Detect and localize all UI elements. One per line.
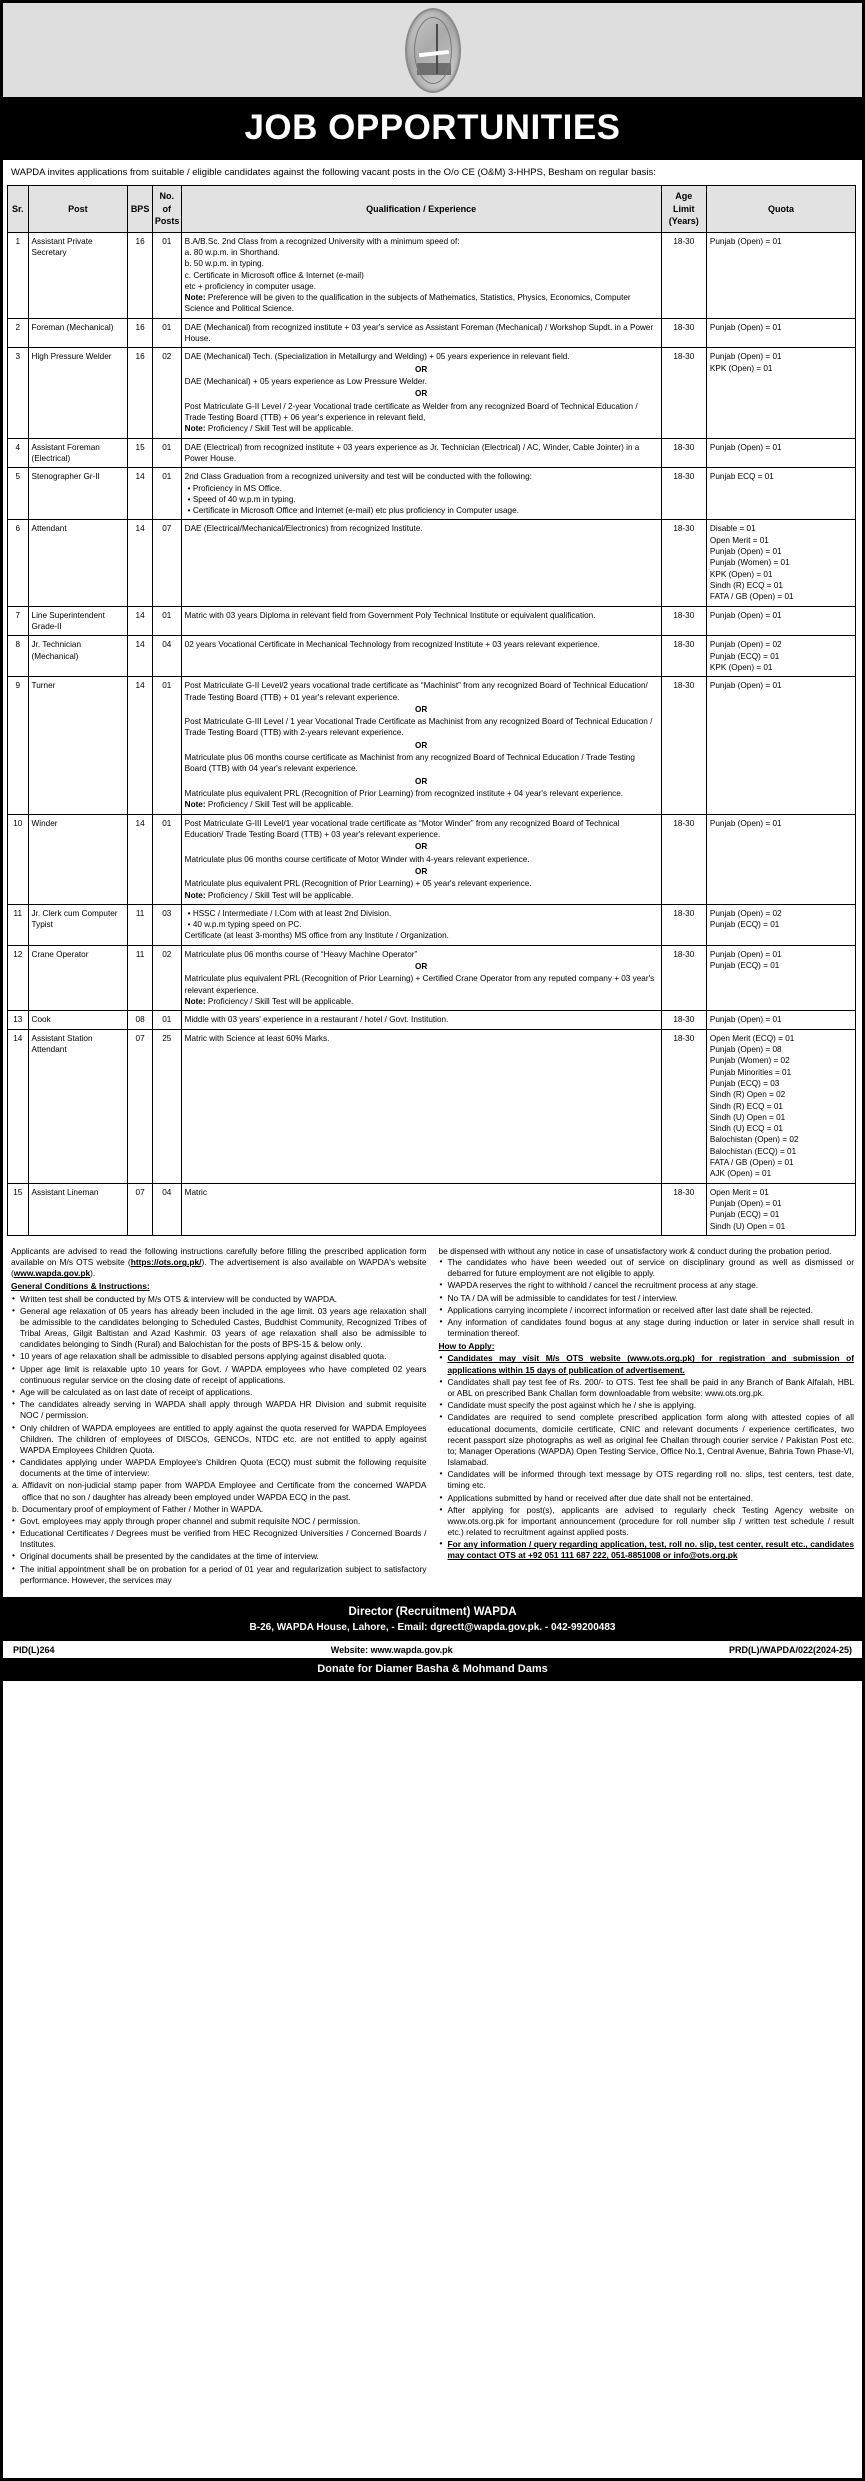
quota-line: Punjab (ECQ) = 01 [709, 961, 780, 971]
condition-item: • Age will be calculated as on last date of receipt of applications. [11, 1387, 427, 1398]
col-qualification: Qualification / Experience [181, 186, 661, 232]
quota-line: Punjab (Open) = 01 [709, 1015, 782, 1025]
cell-no-of-posts: 01 [152, 468, 181, 520]
table-header-row [8, 186, 856, 232]
condition-item: • 10 years of age relaxation shall be admissible to disabled persons applying against disabled quota. [11, 1351, 427, 1362]
qualification-or: OR [415, 740, 428, 750]
qualification-line: Post Matriculate G-III Level/1 year vocational trade certificate as “Motor Winder” from any recognized Board of Technical Education/ Trade Testing Board (TTB) + 03 year's relevant experience. [184, 818, 620, 839]
quota-line: KPK (Open) = 01 [709, 662, 773, 672]
qualification-line: DAE (Mechanical) from recognized institute + 03 year's service as Assistant Foreman (Mechanical) / Workshop Supdt. in a Power House. [184, 322, 654, 344]
cell-age-limit: 18-30 [661, 636, 706, 677]
cell-bps: 14 [128, 677, 153, 814]
qualification-or: OR [415, 389, 428, 399]
cell-no-of-posts: 01 [152, 232, 181, 318]
cell-sr: 9 [8, 677, 29, 814]
cell-qualification [181, 636, 661, 677]
how-to-apply-item: • After applying for post(s), applicants are advised to regularly check Testing Agency website on www.ots.org.pk for important announcement (procedure for roll number slip / written test schedule / result etc.) related to recruitment against applied posts. [439, 1505, 855, 1539]
cell-no-of-posts: 04 [152, 636, 181, 677]
quota-line: Punjab (Open) = 01 [709, 949, 782, 959]
cell-post: Foreman (Mechanical) [28, 318, 128, 348]
cell-post: Attendant [28, 520, 128, 606]
qualification-line: 2nd Class Graduation from a recognized university and test will be conducted with the following: [184, 472, 532, 482]
footer-director-line: Director (Recruitment) WAPDA [348, 1605, 517, 1618]
jobs-table-body [8, 232, 856, 1235]
title-band [3, 100, 862, 160]
cell-age-limit: 18-30 [661, 606, 706, 636]
cell-sr: 10 [8, 814, 29, 904]
quota-line: Sindh (U) ECQ = 01 [709, 1124, 783, 1134]
cell-no-of-posts: 01 [152, 677, 181, 814]
cell-quota [706, 438, 855, 468]
quota-line: Disable = 01 [709, 524, 756, 534]
emblem-tower-shape [432, 24, 442, 74]
quota-line: Balochistan (Open) = 02 [709, 1135, 799, 1145]
qualification-line: Matric with Science at least 60% Marks. [184, 1033, 330, 1043]
table-row [8, 606, 856, 636]
cell-bps: 07 [128, 1029, 153, 1183]
quota-line: FATA / GB (Open) = 01 [709, 592, 794, 602]
qualification-line: Matriculate plus 06 months course certificate of Motor Winder with 4-years relevant experience. [184, 854, 530, 864]
quota-line: Sindh (R) Open = 02 [709, 1090, 786, 1100]
qualification-or: OR [415, 842, 428, 852]
condition-item: • No TA / DA will be admissible to candidates for test / interview. [439, 1293, 855, 1304]
cell-post: Jr. Technician (Mechanical) [28, 636, 128, 677]
table-row [8, 520, 856, 606]
cell-bps: 14 [128, 606, 153, 636]
table-row [8, 1011, 856, 1029]
quota-line: Punjab (Open) = 01 [709, 236, 782, 246]
cell-no-of-posts: 01 [152, 814, 181, 904]
col-no-of-posts-l2: Posts [154, 216, 180, 227]
cell-qualification [181, 1029, 661, 1183]
quota-line: KPK (Open) = 01 [709, 363, 773, 373]
qualification-line: Matric [184, 1187, 207, 1197]
table-row [8, 636, 856, 677]
cell-post: Cook [28, 1011, 128, 1029]
quota-line: Punjab (Women) = 01 [709, 558, 790, 568]
condition-item: • The candidates who have been weeded out of service on disciplinary ground as well as dismissed or debarred for future employment are not eligible to apply. [439, 1257, 855, 1279]
cell-bps: 14 [128, 468, 153, 520]
cell-bps: 11 [128, 904, 153, 945]
quota-line: Punjab (Open) = 01 [709, 442, 782, 452]
qualification-line: c. Certificate in Microsoft office & Internet (e-mail) [184, 270, 364, 280]
quota-line: Sindh (R) ECQ = 01 [709, 1101, 783, 1111]
cell-quota [706, 636, 855, 677]
condition-item: • The initial appointment shall be on probation for a period of 01 year and regularization subject to satisfactory performance. However, the services may [11, 1564, 427, 1586]
cell-post: Line Superintendent Grade-II [28, 606, 128, 636]
quota-line: FATA / GB (Open) = 01 [709, 1158, 794, 1168]
qualification-line: Matriculate plus 06 months course of “Heavy Machine Operator” [184, 949, 418, 959]
cell-no-of-posts: 02 [152, 348, 181, 438]
qualification-or: OR [415, 364, 428, 374]
instructions-left-column [11, 1246, 427, 1587]
qualification-line: Middle with 03 years' experience in a restaurant / hotel / Govt. Institution. [184, 1015, 449, 1025]
cell-age-limit: 18-30 [661, 348, 706, 438]
general-conditions-list-continued [11, 1516, 427, 1586]
quota-line: Punjab (Women) = 02 [709, 1056, 790, 1066]
cell-post: Jr. Clerk cum Computer Typist [28, 904, 128, 945]
qualification-line: b. 50 w.p.m. in typing. [184, 259, 264, 269]
qualification-line: Matriculate plus equivalent PRL (Recognition of Prior Learning) + 05 year's relevant experience. [184, 879, 532, 889]
qualification-line: Matriculate plus equivalent PRL (Recognition of Prior Learning) from recognized institute + 04 year's relevant experience. [184, 789, 624, 798]
instructions-intro-b: ). The advertisement is also available on WAPDA's website ( [11, 1257, 427, 1279]
qualification-note: Note: Proficiency / Skill Test will be applicable. [184, 800, 354, 810]
cell-sr: 2 [8, 318, 29, 348]
instructions-intro-a: Applicants are advised to read the following instructions carefully before filling the prescribed application form available on M/s OTS website ( [11, 1245, 427, 1268]
quota-line: Open Merit = 01 [709, 1187, 769, 1197]
footer-address-line: B-26, WAPDA House, Lahore, - Email: dgrectt@wapda.gov.pk. - 042-99200483 [249, 1621, 616, 1633]
cell-no-of-posts: 01 [152, 318, 181, 348]
intro-text: WAPDA invites applications from suitable / eligible candidates against the following vacant posts in the O/o CE (O&M) 3-HHPS, Besham on regular basis: [11, 167, 656, 178]
cell-post: Winder [28, 814, 128, 904]
cell-sr: 13 [8, 1011, 29, 1029]
page-title: JOB OPPORTUNITIES [244, 108, 621, 147]
cell-quota [706, 1029, 855, 1183]
table-row [8, 677, 856, 814]
table-row [8, 814, 856, 904]
qualification-note: Note: Proficiency / Skill Test will be applicable. [184, 424, 354, 434]
cell-bps: 14 [128, 814, 153, 904]
qualification-line: DAE (Mechanical) + 05 years experience as Low Pressure Welder. [184, 377, 427, 386]
cell-qualification [181, 348, 661, 438]
condition-item: • WAPDA reserves the right to withhold / cancel the recruitment process at any stage. [439, 1280, 855, 1291]
qualification-bullet: • Proficiency in MS Office. [187, 483, 282, 493]
qualification-line: Matriculate plus equivalent PRL (Recognition of Prior Learning) + Certified Crane Operator from any reputed company + 03 year's relevant experience. [184, 974, 655, 995]
cell-quota [706, 904, 855, 945]
instructions-section [3, 1236, 862, 1591]
cell-no-of-posts: 03 [152, 904, 181, 945]
right-conditions-list [439, 1257, 855, 1339]
cell-age-limit: 18-30 [661, 1029, 706, 1183]
qualification-note: Note: Proficiency / Skill Test will be applicable. [184, 890, 354, 900]
quota-line: Open Merit = 01 [709, 535, 769, 545]
cell-sr: 1 [8, 232, 29, 318]
condition-item: • Applications carrying incomplete / incorrect information or received after last date shall be rejected. [439, 1305, 855, 1316]
wapda-website-link[interactable]: www.wapda.gov.pk [13, 1268, 91, 1279]
col-age-l2: (Years) [668, 216, 699, 227]
table-row [8, 348, 856, 438]
cell-quota [706, 1011, 855, 1029]
condition-item: • Any information of candidates found bogus at any stage during induction or later in service shall result in termination thereof. [439, 1317, 855, 1339]
qualification-line: a. 80 w.p.m. in Shorthand. [184, 247, 280, 257]
cell-post: High Pressure Welder [28, 348, 128, 438]
general-conditions-list [11, 1294, 427, 1480]
quota-line: AJK (Open) = 01 [709, 1169, 772, 1179]
table-row [8, 1183, 856, 1235]
qualification-or: OR [415, 704, 428, 714]
quota-line: Open Merit (ECQ) = 01 [709, 1033, 795, 1043]
qualification-line: Certificate (at least 3-months) MS office from any Institute / Organization. [184, 931, 449, 941]
cell-no-of-posts: 02 [152, 945, 181, 1011]
quota-line: KPK (Open) = 01 [709, 569, 773, 579]
quota-line: Punjab (Open) = 01 [709, 818, 782, 828]
col-bps: BPS [128, 186, 153, 232]
quota-line: Punjab (Open) = 01 [709, 547, 782, 557]
cell-sr: 11 [8, 904, 29, 945]
cell-qualification [181, 677, 661, 814]
table-row [8, 438, 856, 468]
qualification-line: Post Matriculate G-III Level / 1 year Vocational Trade Certificate as Machinist from any recognized Board of Technical Education / Trade Testing Board (TTB) with 2-years relevant experience. [184, 717, 653, 738]
condition-item: • Original documents shall be presented by the candidates at the time of interview. [11, 1551, 427, 1562]
jobs-table-head [8, 186, 856, 232]
instructions-right-column [439, 1246, 855, 1587]
cell-qualification [181, 904, 661, 945]
col-sr: Sr. [8, 186, 29, 232]
cell-qualification [181, 318, 661, 348]
quota-line: Punjab (Open) = 01 [709, 681, 782, 691]
cell-bps: 07 [128, 1183, 153, 1235]
condition-item: • Govt. employees may apply through proper channel and submit requisite NOC / permission. [11, 1516, 427, 1527]
cell-sr: 8 [8, 636, 29, 677]
how-to-apply-item: • Candidate must specify the post against which he / she is applying. [439, 1400, 855, 1411]
probation-continuation-text: be dispensed with without any notice in case of unsatisfactory work & conduct during the probation period. [438, 1245, 832, 1256]
cell-age-limit: 18-30 [661, 232, 706, 318]
cell-no-of-posts: 01 [152, 1011, 181, 1029]
footer-website: Website: www.wapda.gov.pk [330, 1645, 453, 1656]
cell-quota [706, 468, 855, 520]
general-conditions-heading: General Conditions & Instructions: [11, 1281, 150, 1292]
cell-age-limit: 18-30 [661, 1183, 706, 1235]
col-age-limit [661, 186, 706, 232]
how-to-apply-item: • For any information / query regarding application, test, roll no. slip, test center, result etc., candidates may contact OTS at +92 051 111 687 222, 051-8851008 or info@ots.org.pk [439, 1539, 855, 1561]
quota-line: Punjab (ECQ) = 01 [709, 1210, 780, 1220]
qualification-line: Post Matriculate G-II Level/2 years vocational trade certificate as “Machinist” from any recognized Board of Technical Education/ Trade Testing Board (TTB) + 01 year's relevant experience. [184, 681, 648, 702]
col-no-of-posts [152, 186, 181, 232]
cell-sr: 4 [8, 438, 29, 468]
ecq-document-item: a. Affidavit on non-judicial stamp paper from WAPDA Employee and Certificate from the concerned WAPDA office that no son / daughter has already been employed under WAPDA ECQ in the past. [11, 1480, 427, 1502]
condition-item: • Candidates applying under WAPDA Employee's Children Quota (ECQ) must submit the following requisite documents at the time of interview: [11, 1457, 427, 1479]
quota-line: Punjab (ECQ) = 03 [709, 1078, 780, 1088]
jobs-table [7, 185, 856, 1236]
cell-quota [706, 232, 855, 318]
cell-no-of-posts: 01 [152, 438, 181, 468]
condition-item: • General age relaxation of 05 years has already been included in the age limit. 03 years age relaxation shall be admissible to the candidates belonging to Scheduled Castes, Buddhist Community, Recognized Tribes of Tribal Areas, Gilgit Baltistan and Azad Kashmir. 03 years of age relaxation shall also be admissible to candidates belonging to Sindh (Rural) and Balochistan for the posts of BPS-15 & below only. [11, 1306, 427, 1351]
quota-line: Sindh (U) Open = 01 [709, 1112, 786, 1122]
table-row [8, 1029, 856, 1183]
quota-line: Punjab (Open) = 01 [709, 610, 782, 620]
cell-qualification [181, 1183, 661, 1235]
cell-post: Assistant Private Secretary [28, 232, 128, 318]
wapda-emblem-icon [405, 8, 461, 93]
cell-post: Assistant Foreman (Electrical) [28, 438, 128, 468]
cell-age-limit: 18-30 [661, 520, 706, 606]
cell-age-limit: 18-30 [661, 904, 706, 945]
qualification-note: Note: Preference will be given to the qualification in the subjects of Mathematics, Statistics, Physics, Economics, Computer Science and Political Science. [184, 293, 631, 314]
cell-qualification [181, 438, 661, 468]
qualification-line: B.A/B.Sc. 2nd Class from a recognized University with a minimum speed of: [184, 236, 460, 246]
footer-donate-banner: Donate for Diamer Basha & Mohmand Dams [3, 1658, 862, 1681]
cell-quota [706, 814, 855, 904]
how-to-apply-heading: How to Apply: [438, 1341, 495, 1352]
qualification-line: Post Matriculate G-II Level / 2-year Vocational trade certificate as Welder from any recognized Board of Technical Education / Trade Testing Board (TTB) + 06 year's experience in relevant field, [184, 401, 638, 422]
cell-bps: 16 [128, 318, 153, 348]
cell-qualification [181, 814, 661, 904]
col-no-of-posts-l1: No. of [159, 191, 175, 214]
cell-sr: 7 [8, 606, 29, 636]
how-to-apply-item: • Candidates may visit M/s OTS website (www.ots.org.pk) for registration and submission of applications within 15 days of publication of advertisement. [439, 1353, 855, 1375]
cell-qualification [181, 606, 661, 636]
cell-post: Turner [28, 677, 128, 814]
col-post: Post [28, 186, 128, 232]
quota-line: Punjab (Open) = 02 [709, 640, 782, 650]
qualification-bullet: • 40 w.p.m typing speed on PC. [187, 920, 302, 930]
cell-sr: 6 [8, 520, 29, 606]
cell-quota [706, 318, 855, 348]
footer-contact-band [3, 1597, 862, 1641]
cell-quota [706, 1183, 855, 1235]
quota-line: Punjab (ECQ) = 01 [709, 651, 780, 661]
qualification-line: DAE (Electrical) from recognized institute + 03 years experience as Jr. Technician (Electrical) / AC, Winder, Cable Jointer) in a Power House. [184, 442, 640, 463]
quota-line: Punjab ECQ = 01 [709, 472, 774, 482]
quota-line: Punjab Minorities = 01 [709, 1067, 792, 1077]
col-quota: Quota [706, 186, 855, 232]
quota-line: Punjab (Open) = 01 [709, 322, 782, 332]
qualification-line: Matriculate plus 06 months course certificate as Machinist from any recognized Board of Technical Education / Trade Testing Board (TTB) with 04 year's relevant experience. [184, 753, 635, 774]
qualification-line: 02 years Vocational Certificate in Mechanical Technology from recognized Institute + 03 years relevant experience. [184, 640, 600, 650]
cell-bps: 16 [128, 232, 153, 318]
table-row [8, 318, 856, 348]
cell-sr: 12 [8, 945, 29, 1011]
logo-band [3, 3, 862, 100]
condition-item: • Upper age limit is relaxable upto 10 years for Govt. / WAPDA employees who have completed 02 years continuous regular service on the closing date of receipt of applications. [11, 1364, 427, 1386]
quota-line: Sindh (R) ECQ = 01 [709, 581, 783, 590]
cell-sr: 3 [8, 348, 29, 438]
cell-age-limit: 18-30 [661, 945, 706, 1011]
instructions-intro-c: ). [90, 1268, 96, 1279]
quota-line: Balochistan (ECQ) = 01 [709, 1146, 797, 1156]
cell-age-limit: 18-30 [661, 1011, 706, 1029]
cell-qualification [181, 945, 661, 1011]
how-to-apply-item: • Applications submitted by hand or received after due date shall not be entertained. [439, 1493, 855, 1504]
cell-quota [706, 677, 855, 814]
cell-no-of-posts: 25 [152, 1029, 181, 1183]
cell-bps: 15 [128, 438, 153, 468]
qualification-or: OR [415, 776, 428, 786]
cell-bps: 08 [128, 1011, 153, 1029]
cell-quota [706, 520, 855, 606]
cell-age-limit: 18-30 [661, 468, 706, 520]
cell-no-of-posts: 01 [152, 606, 181, 636]
cell-no-of-posts: 04 [152, 1183, 181, 1235]
cell-bps: 14 [128, 520, 153, 606]
quota-line: Punjab (Open) = 01 [709, 1199, 782, 1208]
how-to-apply-item: • Candidates shall pay test fee of Rs. 200/- to OTS. Test fee shall be paid in any Branch of Bank Alfalah, HBL or ABL on prescribed Bank Challan form downloadable from website: www.ots.org.pk. [439, 1377, 855, 1399]
emblem-swoosh-shape [418, 46, 449, 59]
ecq-document-item: b. Documentary proof of employment of Father / Mother in WAPDA. [11, 1504, 427, 1515]
emblem-dam-shape [417, 63, 451, 75]
footer-prd: PRD(L)/WAPDA/022(2024-25) [728, 1645, 852, 1656]
cell-age-limit: 18-30 [661, 814, 706, 904]
cell-qualification [181, 468, 661, 520]
qualification-or: OR [415, 962, 428, 972]
cell-sr: 5 [8, 468, 29, 520]
cell-qualification [181, 520, 661, 606]
condition-item: • Only children of WAPDA employees are entitled to apply against the quota reserved for WAPDA Employees Children. The children of employees of DISCOs, GENCOs, NTDC etc. are not entitled to apply against WAPDA Employees Children Quota. [11, 1423, 427, 1457]
cell-age-limit: 18-30 [661, 438, 706, 468]
table-row [8, 904, 856, 945]
cell-age-limit: 18-30 [661, 677, 706, 814]
qualification-line: etc + proficiency in computer usage. [184, 281, 316, 291]
cell-quota [706, 945, 855, 1011]
qualification-line: DAE (Electrical/Mechanical/Electronics) from recognized Institute. [184, 524, 423, 534]
quota-line: Punjab (Open) = 01 [709, 352, 782, 362]
table-row [8, 232, 856, 318]
ots-website-link[interactable]: https://ots.org.pk/ [130, 1257, 202, 1268]
cell-quota [706, 606, 855, 636]
qualification-line: Matric with 03 years Diploma in relevant field from Government Poly Technical Institute or equivalent qualification. [184, 610, 596, 620]
how-to-apply-item: • Candidates will be informed through text message by OTS regarding roll no. slips, test centers, test date, timing etc. [439, 1469, 855, 1491]
cell-post: Assistant Station Attendant [28, 1029, 128, 1183]
qualification-bullet: • Certificate in Microsoft Office and Internet (e-mail) etc plus proficiency in Computer usage. [187, 506, 519, 516]
qualification-line: DAE (Mechanical) Tech. (Specialization in Metallurgy and Welding) + 05 years experience in relevant field. [184, 352, 570, 362]
footer-ids-row [3, 1641, 862, 1658]
condition-item: • The candidates already serving in WAPDA shall apply through WAPDA HR Division and submit requisite NOC / permission. [11, 1399, 427, 1421]
qualification-note: Note: Proficiency / Skill Test will be applicable. [184, 997, 354, 1006]
quota-line: Punjab (Open) = 08 [709, 1044, 782, 1054]
ecq-documents-list [11, 1480, 427, 1515]
cell-age-limit: 18-30 [661, 318, 706, 348]
cell-post: Crane Operator [28, 945, 128, 1011]
cell-no-of-posts: 07 [152, 520, 181, 606]
cell-post: Stenographer Gr-II [28, 468, 128, 520]
cell-bps: 14 [128, 636, 153, 677]
how-to-apply-list [439, 1353, 855, 1561]
qualification-or: OR [415, 866, 428, 876]
table-row [8, 468, 856, 520]
instructions-intro-paragraph [11, 1246, 427, 1280]
cell-bps: 16 [128, 348, 153, 438]
quota-line: Punjab (ECQ) = 01 [709, 920, 780, 930]
cell-qualification [181, 232, 661, 318]
col-age-l1: Age Limit [673, 191, 695, 214]
qualification-bullet: • Speed of 40 w.p.m in typing. [187, 494, 296, 504]
condition-item: • Educational Certificates / Degrees must be verified from HEC Recognized Universities / Concerned Boards / Institutes. [11, 1528, 427, 1550]
cell-post: Assistant Lineman [28, 1183, 128, 1235]
condition-item: • Written test shall be conducted by M/s OTS & interview will be conducted by WAPDA. [11, 1294, 427, 1305]
cell-sr: 15 [8, 1183, 29, 1235]
quota-line: Sindh (U) Open = 01 [709, 1221, 786, 1231]
cell-quota [706, 348, 855, 438]
cell-bps: 11 [128, 945, 153, 1011]
qualification-bullet: • HSSC / Intermediate / I.Com with at least 2nd Division. [187, 908, 392, 918]
cell-sr: 14 [8, 1029, 29, 1183]
table-row [8, 945, 856, 1011]
how-to-apply-item: • Candidates are required to send complete prescribed application form along with attested copies of all educational documents, domicile certificate, CNIC and relevant documents / experience certificates, two recent passport size photographs as well as original fee Challan through courier service / Pakistan Post etc. to; Manager Operations (WAPDA) Open Testing Service, Office No.1, Central Avenue, Bahria Town Phase-VI, Islamabad. [439, 1412, 855, 1468]
footer-pid: PID(L)264 [13, 1645, 55, 1656]
quota-line: Punjab (Open) = 02 [709, 908, 782, 918]
cell-qualification [181, 1011, 661, 1029]
